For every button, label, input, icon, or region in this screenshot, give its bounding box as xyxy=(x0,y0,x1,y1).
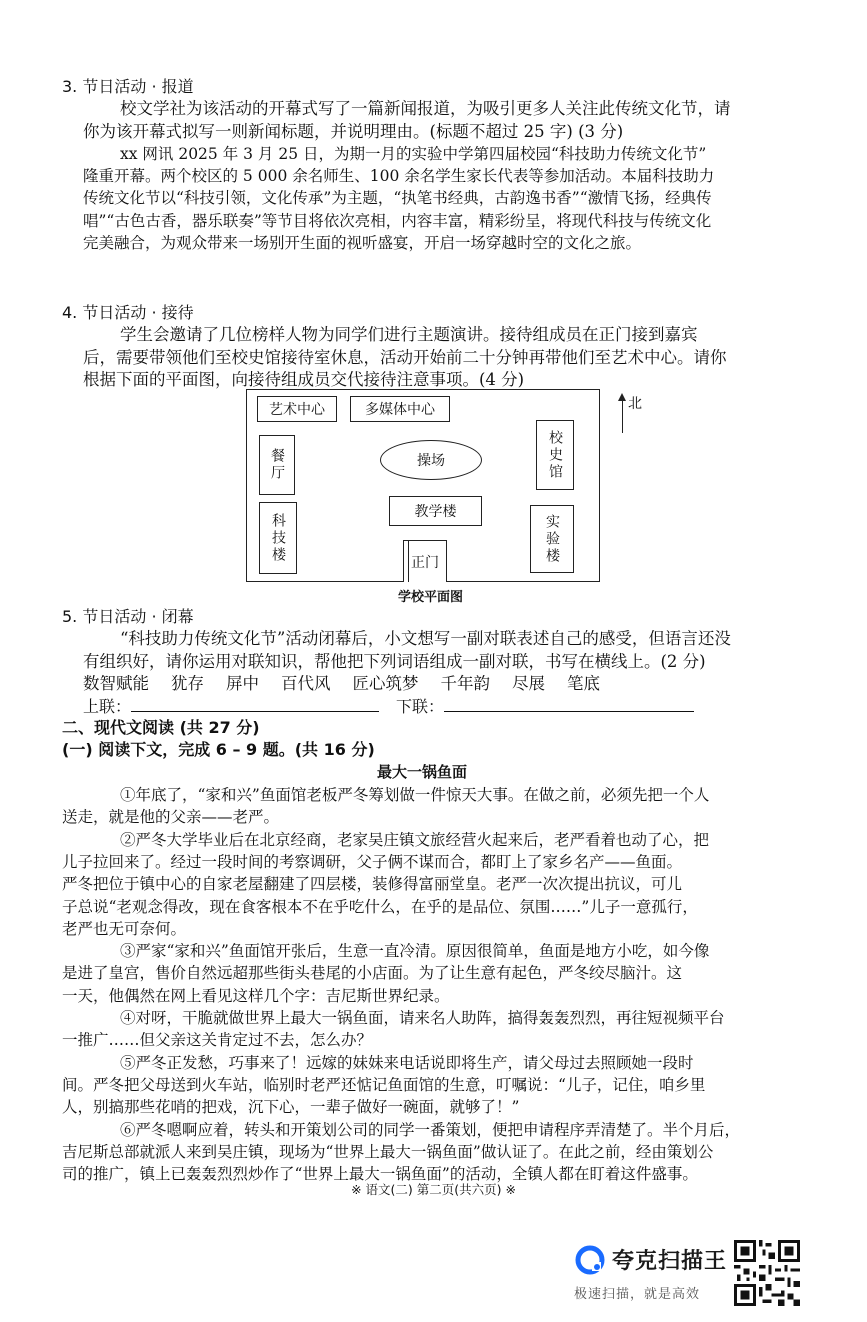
map-history-hall: 校史馆 xyxy=(536,420,574,490)
article-line: 儿子拉回来了。经过一段时间的考察调研，父子俩不谋而合，都盯上了家乡名产——鱼面。 xyxy=(62,853,683,871)
q5-upper-line xyxy=(83,695,379,718)
article-line: ⑤严冬正发愁，巧事来了！远嫁的妹妹来电话说即将生产，请父母过去照顾她一段时 xyxy=(120,1054,694,1072)
gate-post xyxy=(408,540,409,582)
article-line: 吉尼斯总部就派人来到吴庄镇，现场为“世界上最大一锅鱼面”做认证了。在此之前，经由策划公 xyxy=(62,1143,714,1161)
article-line: 是进了皇宫，售价自然远超那些街头巷尾的小店面。为了让生意有起色，严冬绞尽脑汁。这 xyxy=(62,964,683,982)
article-line: 送走，就是他的父亲——老严。 xyxy=(62,808,280,826)
q3-news-line: 完美融合，为观众带来一场别开生面的视听盛宴，开启一场穿越时空的文化之旅。 xyxy=(83,234,642,252)
map-playground: 操场 xyxy=(380,440,482,480)
q4-prompt-line: 后，需要带领他们至校史馆接待室休息，活动开始前二十分钟再带他们至艺术中心。请你 xyxy=(83,348,727,367)
q3-news-line: 隆重开幕。两个校区的 5 000 余名师生、100 余名学生家长代表等参加活动。本届科技助力 xyxy=(83,167,715,185)
article-line: ④对呀，干脆就做世界上最大一锅鱼面，请来名人助阵，搞得轰轰烈烈，再往短视频平台 xyxy=(120,1009,725,1027)
q5-lower-line xyxy=(396,695,694,718)
upper-label: 上联： xyxy=(83,697,132,716)
article-line: 子总说“老观念得改，现在食客根本不在乎吃什么，在乎的是品位、氛围……”儿子一意孤行， xyxy=(62,898,698,916)
article-line: 司的推广，镇上已轰轰烈烈炒作了“世界上最大一锅鱼面”的活动，全镇人都在盯着这件盛事。 xyxy=(62,1165,698,1183)
scanner-slogan: 极速扫描，就是高效 xyxy=(574,1287,701,1302)
article-line: 间。严冬把父母送到火车站，临别时老严还惦记鱼面馆的生意，叮嘱说：“儿子，记住，咱乡里 xyxy=(62,1076,706,1094)
north-arrow-icon xyxy=(622,395,623,433)
q3-title: 3. 节日活动 · 报道 xyxy=(62,77,194,96)
map-teaching-building: 教学楼 xyxy=(389,496,482,526)
upper-answer-blank[interactable] xyxy=(131,695,379,712)
article-title: 最大一锅鱼面 xyxy=(377,763,468,781)
map-lab-building: 实验楼 xyxy=(530,505,574,573)
q5-word: 尽展 xyxy=(512,674,545,693)
scanner-logo-icon xyxy=(575,1245,605,1275)
q5-word-list xyxy=(83,673,622,695)
q4-title: 4. 节日活动 · 接待 xyxy=(62,303,194,322)
map-caption: 学校平面图 xyxy=(398,590,464,605)
lower-answer-blank[interactable] xyxy=(444,695,694,712)
q5-word: 屏中 xyxy=(226,674,259,693)
article-line: 老严也无可奈何。 xyxy=(62,920,187,938)
map-art-center: 艺术中心 xyxy=(257,396,337,422)
map-canteen: 餐厅 xyxy=(259,435,295,495)
north-label: 北 xyxy=(628,396,642,412)
page-footer: ※ 语文(二) 第二页(共六页) ※ xyxy=(351,1182,516,1197)
q5-prompt-line: “科技助力传统文化节”活动闭幕后，小文想写一副对联表述自己的感受，但语言还没 xyxy=(120,629,731,648)
q4-prompt-line: 根据下面的平面图，向接待组成员交代接待注意事项。(4 分) xyxy=(83,370,525,389)
lower-label: 下联： xyxy=(396,697,445,716)
article-line: 人，别搞那些花哨的把戏，沉下心，一辈子做好一碗面，就够了！” xyxy=(62,1098,520,1116)
q5-word: 犹存 xyxy=(171,674,204,693)
article-line: ③严家“家和兴”鱼面馆开张后，生意一直冷清。原因很简单，鱼面是地方小吃，如今像 xyxy=(120,942,710,960)
north-indicator xyxy=(618,393,658,437)
map-multimedia-center: 多媒体中心 xyxy=(350,396,450,422)
scanner-app-name: 夸克扫描王 xyxy=(612,1249,728,1274)
q3-news-line: 传统文化节以“科技引领，文化传承”为主题，“执笔书经典，古韵逸书香”“激情飞扬，经典传 xyxy=(83,189,712,207)
article-line: ①年底了，“家和兴”鱼面馆老板严冬筹划做一件惊天大事。在做之前，必须先把一个人 xyxy=(120,786,710,804)
q5-word: 笔底 xyxy=(567,674,600,693)
q5-word: 千年韵 xyxy=(440,674,490,693)
q4-prompt-line: 学生会邀请了几位榜样人物为同学们进行主题演讲。接待组成员在正门接到嘉宾 xyxy=(120,325,698,344)
map-main-gate-label: 正门 xyxy=(411,554,439,571)
q5-prompt-line: 有组织好，请你运用对联知识，帮他把下列词语组成一副对联，书写在横线上。(2 分) xyxy=(83,652,706,671)
article-line: 严冬把位于镇中心的自家老屋翻建了四层楼，装修得富丽堂皇。老严一次次提出抗议，可儿 xyxy=(62,875,683,893)
section2-subheading: (一) 阅读下文，完成 6 – 9 题。(共 16 分) xyxy=(62,740,375,759)
q5-title: 5. 节日活动 · 闭幕 xyxy=(62,607,194,626)
section2-heading: 二、现代文阅读 (共 27 分) xyxy=(62,718,260,737)
q3-news-line: 唱”“古色古香，器乐联奏”等节目将依次亮相，内容丰富，精彩纷呈，将现代科技与传统文化 xyxy=(83,212,712,230)
article-line: ⑥严冬嗯啊应着，转头和开策划公司的同学一番策划，便把申请程序弄清楚了。半个月后， xyxy=(120,1121,741,1139)
article-line: 一推广……但父亲这关肯定过不去，怎么办？ xyxy=(62,1031,373,1049)
q3-prompt-line: 你为该开幕式拟写一则新闻标题，并说明理由。(标题不超过 25 字) (3 分) xyxy=(83,122,624,141)
q5-word: 数智赋能 xyxy=(83,674,149,693)
article-line: ②严冬大学毕业后在北京经商，老家吴庄镇文旅经营火起来后，老严看着也动了心，把 xyxy=(120,831,710,849)
q5-word: 百代风 xyxy=(281,674,331,693)
map-main-gate xyxy=(403,540,447,582)
school-map xyxy=(246,389,600,582)
article-line: 一天，他偶然在网上看见这样几个字：吉尼斯世界纪录。 xyxy=(62,987,450,1005)
qr-code-icon xyxy=(734,1240,800,1306)
map-tech-building: 科技楼 xyxy=(259,502,297,574)
q3-prompt-line: 校文学社为该活动的开幕式写了一篇新闻报道，为吸引更多人关注此传统文化节，请 xyxy=(120,99,731,118)
q3-news-line: xx 网讯 2025 年 3 月 25 日，为期一月的实验中学第四届校园“科技助力传统文化节” xyxy=(120,145,707,163)
q5-word: 匠心筑梦 xyxy=(352,674,419,693)
